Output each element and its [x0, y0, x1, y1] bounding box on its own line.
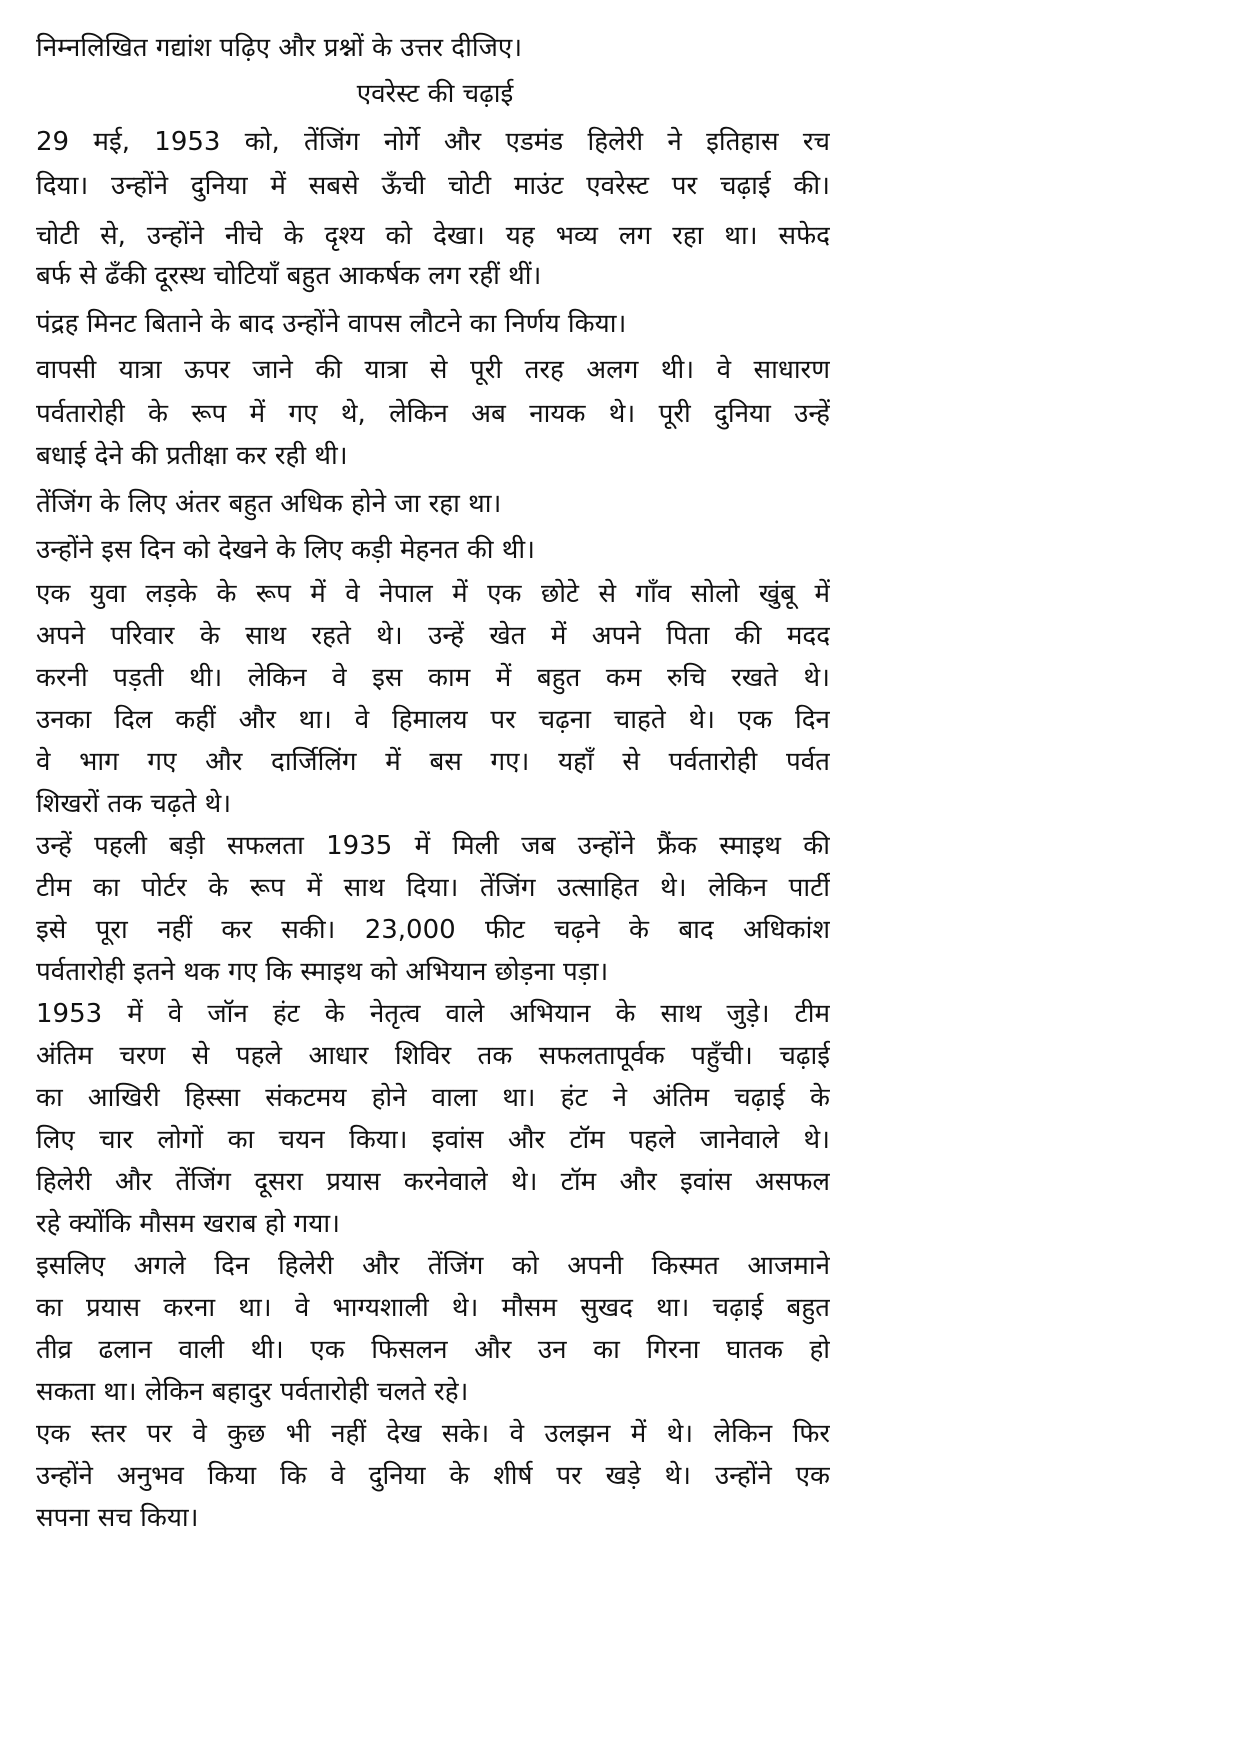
- passage-line: का प्रयास करना था। वे भाग्यशाली थे। मौसम सुखद था। चढ़ाई बहुत: [36, 1293, 830, 1323]
- passage-line: उन्हें पहली बड़ी सफलता 1935 में मिली जब उन्होंने फ्रैंक स्माइथ की: [36, 831, 830, 861]
- passage-line: अंतिम चरण से पहले आधार शिविर तक सफलतापूर्वक पहुँची। चढ़ाई: [36, 1041, 830, 1071]
- passage-line: एक युवा लड़के के रूप में वे नेपाल में एक छोटे से गाँव सोलो खुंबू में: [36, 579, 830, 609]
- passage-line: वापसी यात्रा ऊपर जाने की यात्रा से पूरी तरह अलग थी। वे साधारण: [36, 355, 830, 385]
- passage-line: एक स्तर पर वे कुछ भी नहीं देख सके। वे उलझन में थे। लेकिन फिर: [36, 1419, 830, 1449]
- passage-line: टीम का पोर्टर के रूप में साथ दिया। तेंजिंग उत्साहित थे। लेकिन पार्टी: [36, 873, 830, 903]
- passage-line: हिलेरी और तेंजिंग दूसरा प्रयास करनेवाले थे। टॉम और इवांस असफल: [36, 1167, 830, 1197]
- passage-line: उन्होंने अनुभव किया कि वे दुनिया के शीर्ष पर खड़े थे। उन्होंने एक: [36, 1461, 830, 1491]
- passage-line: चोटी से, उन्होंने नीचे के दृश्य को देखा। यह भव्य लग रहा था। सफेद: [36, 221, 830, 251]
- passage-line: बधाई देने की प्रतीक्षा कर रही थी।: [36, 441, 348, 471]
- passage-line: का आखिरी हिस्सा संकटमय होने वाला था। हंट ने अंतिम चढ़ाई के: [36, 1083, 830, 1113]
- passage-title: एवरेस्ट की चढ़ाई: [356, 79, 514, 109]
- passage-line: पर्वतारोही इतने थक गए कि स्माइथ को अभियान छोड़ना पड़ा।: [36, 957, 609, 987]
- passage-line: 1953 में वे जॉन हंट के नेतृत्व वाले अभियान के साथ जुड़े। टीम: [36, 999, 830, 1029]
- passage-line: उन्होंने इस दिन को देखने के लिए कड़ी मेहनत की थी।: [36, 535, 535, 565]
- passage-line: सपना सच किया।: [36, 1503, 199, 1533]
- passage-line: पंद्रह मिनट बिताने के बाद उन्होंने वापस लौटने का निर्णय किया।: [36, 309, 627, 339]
- passage-line: उनका दिल कहीं और था। वे हिमालय पर चढ़ना चाहते थे। एक दिन: [36, 705, 830, 735]
- passage-line: वे भाग गए और दार्जिलिंग में बस गए। यहाँ से पर्वतारोही पर्वत: [36, 747, 830, 777]
- passage-line: करनी पड़ती थी। लेकिन वे इस काम में बहुत कम रुचि रखते थे।: [36, 663, 830, 693]
- passage-line: तीव्र ढलान वाली थी। एक फिसलन और उन का गिरना घातक हो: [36, 1335, 830, 1365]
- passage-line: पर्वतारोही के रूप में गए थे, लेकिन अब नायक थे। पूरी दुनिया उन्हें: [36, 399, 830, 429]
- passage-line: दिया। उन्होंने दुनिया में सबसे ऊँची चोटी माउंट एवरेस्ट पर चढ़ाई की।: [36, 171, 830, 201]
- passage-line: सकता था। लेकिन बहादुर पर्वतारोही चलते रहे।: [36, 1377, 469, 1407]
- passage-line: शिखरों तक चढ़ते थे।: [36, 789, 232, 819]
- passage-line: इसलिए अगले दिन हिलेरी और तेंजिंग को अपनी किस्मत आजमाने: [36, 1251, 830, 1281]
- passage-line: बर्फ से ढँकी दूरस्थ चोटियाँ बहुत आकर्षक लग रहीं थीं।: [36, 261, 542, 291]
- passage-line: रहे क्योंकि मौसम खराब हो गया।: [36, 1209, 340, 1239]
- passage-line: इसे पूरा नहीं कर सकी। 23,000 फीट चढ़ने के बाद अधिकांश: [36, 915, 830, 945]
- passage-line: 29 मई, 1953 को, तेंजिंग नोर्गे और एडमंड हिलेरी ने इतिहास रच: [36, 127, 830, 157]
- instruction-line: निम्नलिखित गद्यांश पढ़िए और प्रश्नों के उत्तर दीजिए।: [36, 33, 523, 63]
- passage-line: अपने परिवार के साथ रहते थे। उन्हें खेत में अपने पिता की मदद: [36, 621, 830, 651]
- passage-line: लिए चार लोगों का चयन किया। इवांस और टॉम पहले जानेवाले थे।: [36, 1125, 830, 1155]
- passage-line: तेंजिंग के लिए अंतर बहुत अधिक होने जा रहा था।: [36, 489, 502, 519]
